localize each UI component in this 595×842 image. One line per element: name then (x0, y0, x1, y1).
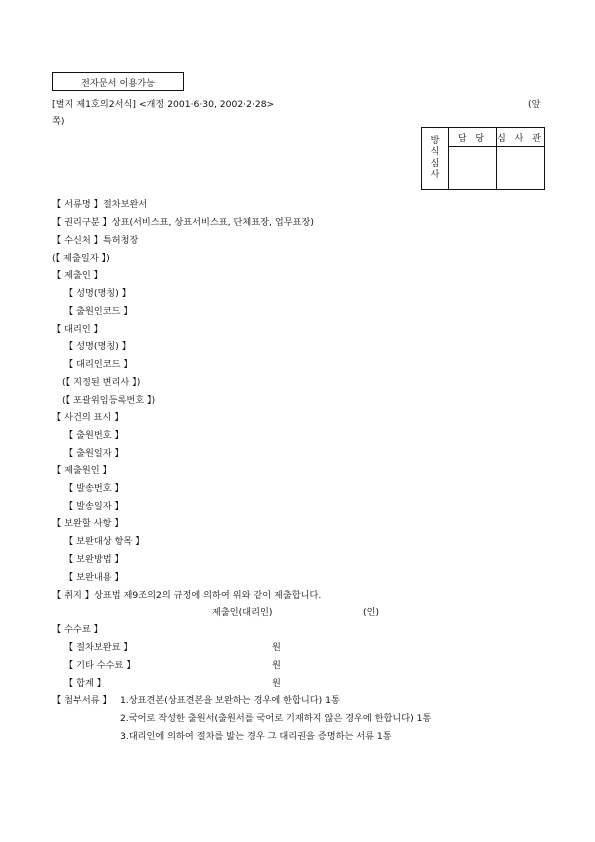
seal-mark: (인) (363, 607, 380, 618)
field-agent: 【 대리인 】 (52, 324, 103, 335)
field-submitter-name: 【 성명(명칭) 】 (64, 288, 131, 299)
field-document-name: 【 서류명 】절차보완서 (52, 199, 148, 210)
field-recipient: 【 수신처 】특허청장 (52, 235, 139, 246)
fee-total-unit: 원 (272, 678, 281, 689)
fee-procedure-unit: 원 (272, 642, 281, 653)
field-case-indication: 【 사건의 표시 】 (52, 412, 124, 423)
field-general-power-number: (【 포괄위임등록번호 】) (62, 395, 156, 406)
page-side-close: 쪽) (52, 116, 65, 127)
field-purpose: 【 취지 】상표법 제9조의2의 규정에 의하여 위와 같이 제출합니다. (52, 590, 322, 601)
field-designated-attorney: (【 지정된 변리사 】) (62, 377, 141, 388)
attachment-item: 3.대리인에 의하여 절차를 밟는 경우 그 대리권을 증명하는 서류 1통 (120, 731, 392, 742)
field-application-date: 【 출원일자 】 (64, 448, 124, 459)
electronic-document-badge (52, 72, 184, 91)
field-agent-code: 【 대리인코드 】 (64, 359, 133, 370)
approval-col-examiner: 심 사 관 (497, 128, 545, 147)
field-dispatch-number: 【 발송번호 】 (64, 483, 124, 494)
field-submission-date: (【 제출일자 】) (52, 253, 110, 264)
attachments-label: 【 첨부서류 】 (52, 695, 112, 706)
field-submitter: 【 제출인 】 (52, 270, 103, 281)
fee-other-label: 【 기타 수수료 】 (64, 660, 136, 671)
field-agent-name: 【 성명(명칭) 】 (64, 341, 131, 352)
fee-other-unit: 원 (272, 660, 281, 671)
attachment-item: 2.국어로 작성한 출원서(출원서를 국어로 기재하지 않은 경우에 한합니다) 1통 (120, 713, 432, 724)
page-side-open: (앞 (528, 99, 541, 110)
fees-heading: 【 수수료 】 (52, 624, 103, 635)
approval-sign-staff[interactable] (449, 147, 497, 190)
form-reference: [별지 제1호의2서식] <개정 2001·6·30, 2002·2·28> (52, 99, 275, 110)
approval-col-staff: 담 당 (449, 128, 497, 147)
field-right-category: 【 권리구분 】상표(서비스표, 상표서비스표, 단체표장, 업무표장) (52, 217, 314, 228)
field-application-number: 【 출원번호 】 (64, 430, 124, 441)
field-applicant-code: 【 출원인코드 】 (64, 306, 133, 317)
submitter-signature-label: 제출인(대리인) (212, 607, 273, 618)
field-dispatch-date: 【 발송일자 】 (64, 501, 124, 512)
badge-text: 전자문서 이용가능 (81, 77, 155, 89)
field-submission-cause: 【 제출원인 】 (52, 465, 112, 476)
fee-procedure-label: 【 절차보완료 】 (64, 642, 133, 653)
field-supplement-method: 【 보완방법 】 (64, 554, 124, 565)
field-supplement-target: 【 보완대상 항목 】 (64, 536, 145, 547)
approval-box (421, 127, 545, 190)
field-items-to-supplement: 【 보완할 사항 】 (52, 518, 124, 529)
fee-total-label: 【 합계 】 (64, 678, 106, 689)
approval-sign-examiner[interactable] (497, 147, 545, 190)
field-supplement-content: 【 보완내용 】 (64, 572, 124, 583)
attachment-item: 1.상표견본(상표견본을 보완하는 경우에 한합니다) 1통 (120, 695, 340, 706)
approval-vertical-label: 방 식 심 사 (422, 128, 449, 190)
